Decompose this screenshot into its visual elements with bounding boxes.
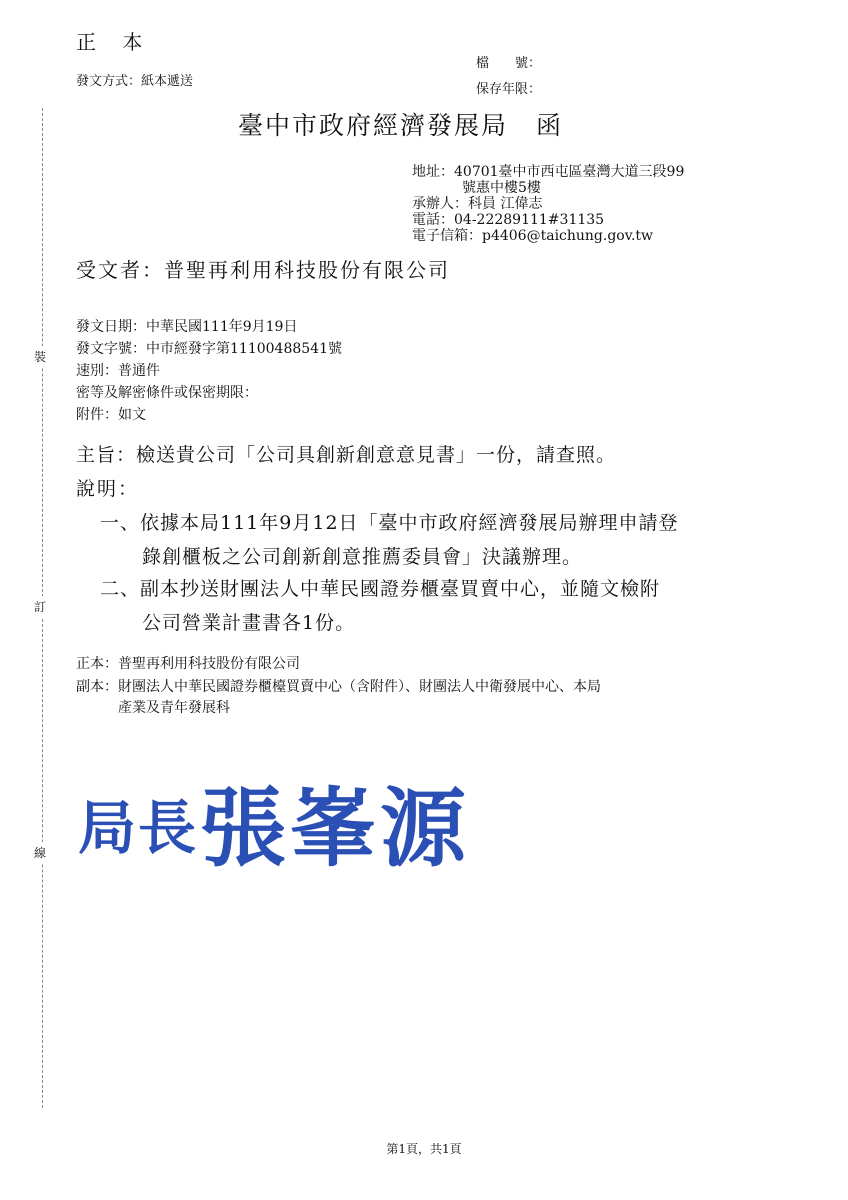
retention-label: 保存年限： <box>476 82 542 97</box>
binding-mark-line: 線 <box>34 842 46 863</box>
issue-date: 發文日期：中華民國111年9月19日 <box>76 319 298 335</box>
email: 電子信箱：p4406@taichung.gov.tw <box>412 228 654 244</box>
signature-title: 局長 <box>78 794 199 862</box>
secrecy-level: 密等及解密條件或保密期限： <box>76 385 258 401</box>
phone: 電話：04-22289111#31135 <box>412 212 605 228</box>
reference-number: 發文字號：中市經發字第11100488541號 <box>76 341 342 357</box>
copy-mark: 正 本 <box>76 30 153 54</box>
director-signature-seal <box>72 770 482 890</box>
attachment: 附件：如文 <box>76 407 146 423</box>
agency-name: 臺中市政府經濟發展局 <box>238 111 509 140</box>
explanation-item-1-line-1: 一、依據本局111年9月12日「臺中市政府經濟發展局辦理申請登 <box>100 512 679 534</box>
file-number-label: 檔 號： <box>476 56 542 71</box>
document-type: 函 <box>536 111 564 140</box>
recipient-name: 普聖再利用科技股份有限公司 <box>164 258 450 282</box>
binding-mark-bind: 裝 <box>34 346 46 367</box>
address-line-2: 號惠中樓5樓 <box>462 180 541 196</box>
document-title <box>238 106 563 142</box>
page-number: 第1頁，共1頁 <box>386 1142 462 1156</box>
signature-name: 張峯源 <box>200 778 470 879</box>
copy-recipients-line-1: 副本：財團法人中華民國證券櫃檯買賣中心（含附件）、財團法人中衛發展中心、本局 <box>76 679 601 695</box>
send-method: 發文方式：紙本遞送 <box>76 74 194 89</box>
recipient <box>76 254 466 286</box>
document-meta <box>76 316 342 426</box>
explanation-item-1-line-2: 錄創櫃板之公司創新創意推薦委員會」決議辦理。 <box>142 546 583 568</box>
binding-mark-staple: 訂 <box>34 596 46 617</box>
speed-class: 速別：普通件 <box>76 363 160 379</box>
address-line-1: 地址：40701臺中市西屯區臺灣大道三段99 <box>412 164 685 180</box>
subject: 主旨：檢送貴公司「公司具創新創意意見書」一份，請查照。 <box>76 444 617 466</box>
explanation-item-2-line-1: 二、副本抄送財團法人中華民國證券櫃臺買賣中心，並隨文檢附 <box>100 578 661 600</box>
handler: 承辦人：科員 江偉志 <box>412 196 543 212</box>
original-recipient: 正本：普聖再利用科技股份有限公司 <box>76 656 300 672</box>
explanation-heading: 說明： <box>76 478 140 500</box>
recipient-label: 受文者： <box>76 258 164 282</box>
explanation-item-2-line-2: 公司營業計畫書各1份。 <box>142 612 356 634</box>
copy-recipients-line-2: 產業及青年發展科 <box>118 700 230 716</box>
